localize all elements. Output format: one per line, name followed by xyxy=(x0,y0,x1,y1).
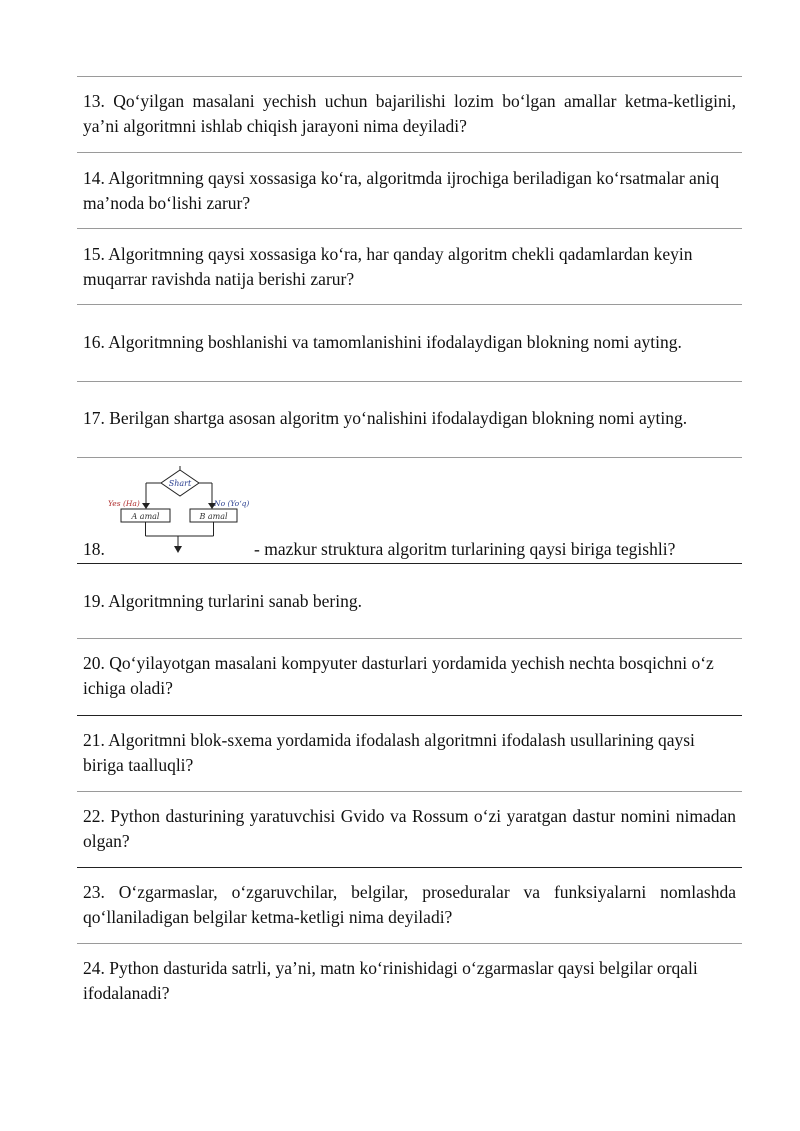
divider xyxy=(77,638,742,639)
no-branch-label: No (Yo‘q) xyxy=(214,499,250,508)
question-text: Python dasturida satrli, ya’ni, matn ko‘rinishidagi o‘zgarmaslar qaysi belgilar orqali ifodalanadi? xyxy=(83,958,698,1003)
question-number: 22. xyxy=(83,806,105,826)
question-text: Qo‘yilayotgan masalani kompyuter dasturlari yordamida yechish nechta bosqichni o‘z ichiga oladi? xyxy=(83,653,714,698)
question-14 xyxy=(83,166,736,216)
divider xyxy=(77,457,742,458)
question-24 xyxy=(83,956,736,1006)
divider xyxy=(77,563,742,564)
question-number: 14. xyxy=(83,168,105,188)
question-text: O‘zgarmaslar, o‘zgaruvchilar, belgilar, proseduralar va funksiyalarni nomlashda qo‘llaniladigan belgilar ketma-ketligi nima deyiladi? xyxy=(83,882,737,927)
question-number: 18. xyxy=(83,539,105,559)
question-text: Python dasturining yaratuvchisi Gvido va Rossum o‘zi yaratgan dastur nomini nimadan olgan? xyxy=(83,806,737,851)
divider xyxy=(77,381,742,382)
question-21 xyxy=(83,728,736,778)
question-text: Algoritmning turlarini sanab bering. xyxy=(108,591,362,611)
arrow-down-icon xyxy=(142,503,150,509)
question-text: Algoritmning boshlanishi va tamomlanishini ifodalaydigan blokning nomi ayting. xyxy=(108,332,682,352)
question-number: 23. xyxy=(83,882,105,902)
action-b-label: B amal xyxy=(199,512,228,521)
question-19 xyxy=(83,589,736,614)
question-number: 24. xyxy=(83,958,105,978)
question-17 xyxy=(83,406,736,431)
yes-branch-label: Yes (Ha) xyxy=(108,499,140,508)
divider xyxy=(77,867,742,868)
divider xyxy=(77,715,742,716)
question-number: 21. xyxy=(83,730,105,750)
condition-label: Shart xyxy=(168,479,192,488)
action-a-label: A amal xyxy=(131,512,160,521)
divider xyxy=(77,152,742,153)
question-number: 13. xyxy=(83,91,105,111)
divider xyxy=(77,943,742,944)
question-15 xyxy=(83,242,736,292)
divider xyxy=(77,228,742,229)
question-number: 16. xyxy=(83,332,105,352)
question-text: Berilgan shartga asosan algoritm yo‘nalishini ifodalaydigan blokning nomi ayting. xyxy=(109,408,688,428)
question-text: Algoritmni blok-sxema yordamida ifodalash algoritmni ifodalash usullarining qaysi biriga taalluqli? xyxy=(83,730,695,775)
question-text: Algoritmning qaysi xossasiga ko‘ra, algoritmda ijrochiga beriladigan ko‘rsatmalar aniq ma’noda bo‘lishi zarur? xyxy=(83,168,720,213)
question-20 xyxy=(83,651,736,701)
arrow-down-icon xyxy=(174,546,182,553)
question-text: Algoritmning qaysi xossasiga ko‘ra, har qanday algoritm chekli qadamlardan keyin muqarrar ravishda natija berishi zarur? xyxy=(83,244,693,289)
divider xyxy=(77,304,742,305)
question-text: - mazkur struktura algoritm turlarining qaysi biriga tegishli? xyxy=(254,539,676,559)
divider xyxy=(77,791,742,792)
question-number: 20. xyxy=(83,653,105,673)
question-number: 19. xyxy=(83,591,105,611)
branching-flowchart xyxy=(104,466,256,558)
question-number: 17. xyxy=(83,408,105,428)
question-23 xyxy=(83,880,736,930)
question-16 xyxy=(83,330,736,355)
divider xyxy=(77,76,742,77)
question-number: 15. xyxy=(83,244,105,264)
question-22 xyxy=(83,804,736,854)
question-text: Qo‘yilgan masalani yechish uchun bajarilishi lozim bo‘lgan amallar ketma-ketligini, ya’ni algoritmni ishlab chiqish jarayoni nima deyiladi? xyxy=(83,91,737,136)
question-13 xyxy=(83,89,736,139)
